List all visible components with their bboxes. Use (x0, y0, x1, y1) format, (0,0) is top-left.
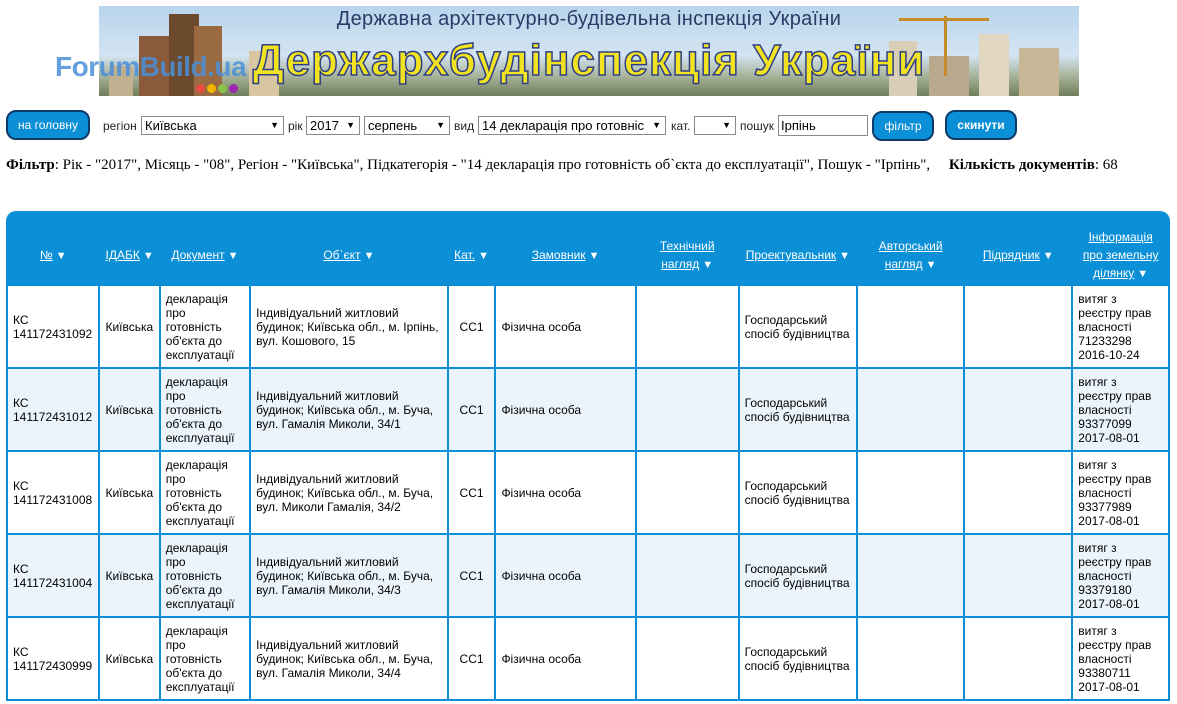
search-label: пошук (740, 119, 775, 133)
cell-category: СС1 (449, 535, 495, 616)
cell-object: Індивідуальний житловий будинок; Київська обл., м. Буча, вул. Гамалія Миколи, 34/3 (251, 535, 447, 616)
table-row (8, 452, 1168, 533)
cell-customer: Фізична особа (496, 286, 634, 367)
cell-contractor (965, 452, 1071, 533)
cell-contractor (965, 369, 1071, 450)
cell-customer: Фізична особа (496, 452, 634, 533)
dot-icon (196, 84, 205, 93)
cell-author-supervision (858, 452, 963, 533)
sort-icon: ▼ (142, 250, 154, 262)
search-input[interactable] (778, 115, 868, 136)
cell-land-info: витяг з реєстру прав власності 93377099 2017-08-01 (1073, 369, 1168, 450)
cell-document: декларація про готовність об'єкта до експлуатації (161, 369, 249, 450)
cell-tech-supervision (637, 535, 738, 616)
cell-land-info: витяг з реєстру прав власності 93379180 2017-08-01 (1073, 535, 1168, 616)
cell-object: Індивідуальний житловий будинок; Київська обл., м. Ірпінь, вул. Кошового, 15 (251, 286, 447, 367)
cell-customer: Фізична особа (496, 369, 634, 450)
column-header-contractor[interactable]: Підрядник ▼ (965, 227, 1071, 284)
column-header-author-supervision[interactable]: Авторський нагляд ▼ (858, 227, 963, 284)
table-row (8, 618, 1168, 699)
cell-author-supervision (858, 535, 963, 616)
cell-idabk: Київська (100, 452, 158, 533)
cell-land-info: витяг з реєстру прав власності 93380711 2017-08-01 (1073, 618, 1168, 699)
table-row (8, 535, 1168, 616)
category-select[interactable] (694, 116, 736, 135)
dot-icon (207, 84, 216, 93)
year-select[interactable] (306, 116, 360, 135)
cell-category: СС1 (449, 452, 495, 533)
cell-designer: Господарський спосіб будівництва (740, 618, 856, 699)
column-header-land-info[interactable]: Інформація про земельну ділянку ▼ (1073, 227, 1168, 284)
home-button[interactable]: на головну (6, 110, 90, 140)
sort-icon: ▼ (55, 250, 67, 262)
filter-summary-label: Фільтр (6, 157, 55, 173)
cell-category: СС1 (449, 286, 495, 367)
cell-contractor (965, 535, 1071, 616)
forum-watermark-logo: ForumBuild.ua (55, 51, 247, 82)
column-header-document[interactable]: Документ ▼ (161, 227, 249, 284)
cell-object: Індивідуальний житловий будинок; Київська обл., м. Буча, вул. Гамалія Миколи, 34/1 (251, 369, 447, 450)
sort-icon: ▼ (227, 250, 239, 262)
watermark-dots (196, 82, 240, 96)
cell-number: КС 141172431012 (8, 369, 98, 450)
sort-icon: ▼ (839, 250, 851, 262)
region-select-value: Київська (145, 118, 197, 133)
cell-document: декларація про готовність об'єкта до експлуатації (161, 452, 249, 533)
chevron-down-icon: ▼ (652, 120, 661, 130)
cell-customer: Фізична особа (496, 535, 634, 616)
year-select-value: 2017 (310, 118, 339, 133)
sort-icon: ▼ (1042, 250, 1054, 262)
sort-icon: ▼ (363, 250, 375, 262)
table-row (8, 286, 1168, 367)
banner-title: Держархбудінспекція України (252, 36, 926, 85)
sort-icon: ▼ (925, 259, 937, 271)
column-header-idabk[interactable]: ІДАБК ▼ (100, 227, 158, 284)
cell-author-supervision (858, 369, 963, 450)
count-value: : 68 (1094, 157, 1118, 173)
cell-designer: Господарський спосіб будівництва (740, 369, 856, 450)
documents-table (6, 225, 1170, 701)
region-select[interactable] (141, 116, 284, 135)
cell-designer: Господарський спосіб будівництва (740, 535, 856, 616)
cell-tech-supervision (637, 286, 738, 367)
sort-icon: ▼ (588, 250, 600, 262)
chevron-down-icon: ▼ (722, 120, 731, 130)
table-top-bar (6, 211, 1170, 225)
filter-summary-text: : Рік - "2017", Місяць - "08", Регіон - "Київська", Підкатегорія - "14 декларація про готовність об`єкта до експлуатації", Пошук - "Ірпінь", (54, 157, 931, 173)
cell-document: декларація про готовність об'єкта до експлуатації (161, 618, 249, 699)
chevron-down-icon: ▼ (436, 120, 445, 130)
column-header-designer[interactable]: Проектувальник ▼ (740, 227, 856, 284)
cell-number: КС 141172430999 (8, 618, 98, 699)
cell-number: КС 141172431008 (8, 452, 98, 533)
cell-land-info: витяг з реєстру прав власності 71233298 2016-10-24 (1073, 286, 1168, 367)
column-header-number[interactable]: № ▼ (8, 227, 98, 284)
table-row (8, 369, 1168, 450)
month-select-value: серпень (368, 118, 418, 133)
column-header-customer[interactable]: Замовник ▼ (496, 227, 634, 284)
chevron-down-icon: ▼ (346, 120, 355, 130)
filter-summary (6, 156, 1146, 174)
dot-icon (218, 84, 227, 93)
reset-button[interactable]: скинути (945, 110, 1017, 140)
cell-idabk: Київська (100, 618, 158, 699)
column-header-category[interactable]: Кат. ▼ (449, 227, 495, 284)
type-select[interactable] (478, 116, 666, 135)
cell-contractor (965, 286, 1071, 367)
chevron-down-icon: ▼ (270, 120, 279, 130)
type-label: вид (454, 119, 475, 133)
sort-icon: ▼ (702, 259, 714, 271)
cell-tech-supervision (637, 452, 738, 533)
type-select-value: 14 декларація про готовніс (482, 118, 645, 133)
category-label: кат. (671, 119, 691, 133)
cell-object: Індивідуальний житловий будинок; Київська обл., м. Буча, вул. Гамалія Миколи, 34/4 (251, 618, 447, 699)
cell-idabk: Київська (100, 369, 158, 450)
cell-designer: Господарський спосіб будівництва (740, 452, 856, 533)
cell-contractor (965, 618, 1071, 699)
cell-author-supervision (858, 286, 963, 367)
cell-land-info: витяг з реєстру прав власності 93377989 2017-08-01 (1073, 452, 1168, 533)
column-header-object[interactable]: Об`єкт ▼ (251, 227, 447, 284)
sort-icon: ▼ (1137, 268, 1149, 280)
cell-category: СС1 (449, 369, 495, 450)
cell-object: Індивідуальний житловий будинок; Київська обл., м. Буча, вул. Миколи Гамалія, 34/2 (251, 452, 447, 533)
count-label: Кількість документів (948, 157, 1095, 173)
filter-button[interactable]: фільтр (872, 111, 934, 141)
dot-icon (229, 84, 238, 93)
cell-number: КС 141172431004 (8, 535, 98, 616)
cell-customer: Фізична особа (496, 618, 634, 699)
year-label: рік (288, 119, 303, 133)
cell-document: декларація про готовність об'єкта до експлуатації (161, 286, 249, 367)
cell-tech-supervision (637, 369, 738, 450)
cell-designer: Господарський спосіб будівництва (740, 286, 856, 367)
cell-category: СС1 (449, 618, 495, 699)
cell-idabk: Київська (100, 286, 158, 367)
sort-icon: ▼ (478, 250, 489, 262)
month-select[interactable] (364, 116, 450, 135)
table-header-row (8, 227, 1168, 284)
cell-document: декларація про готовність об'єкта до експлуатації (161, 535, 249, 616)
cell-author-supervision (858, 618, 963, 699)
cell-number: КС 141172431092 (8, 286, 98, 367)
column-header-tech-supervision[interactable]: Технічний нагляд ▼ (637, 227, 738, 284)
banner-subtitle: Державна архітектурно-будівельна інспекція України (336, 8, 842, 30)
region-label: регіон (103, 119, 137, 133)
cell-tech-supervision (637, 618, 738, 699)
cell-idabk: Київська (100, 535, 158, 616)
